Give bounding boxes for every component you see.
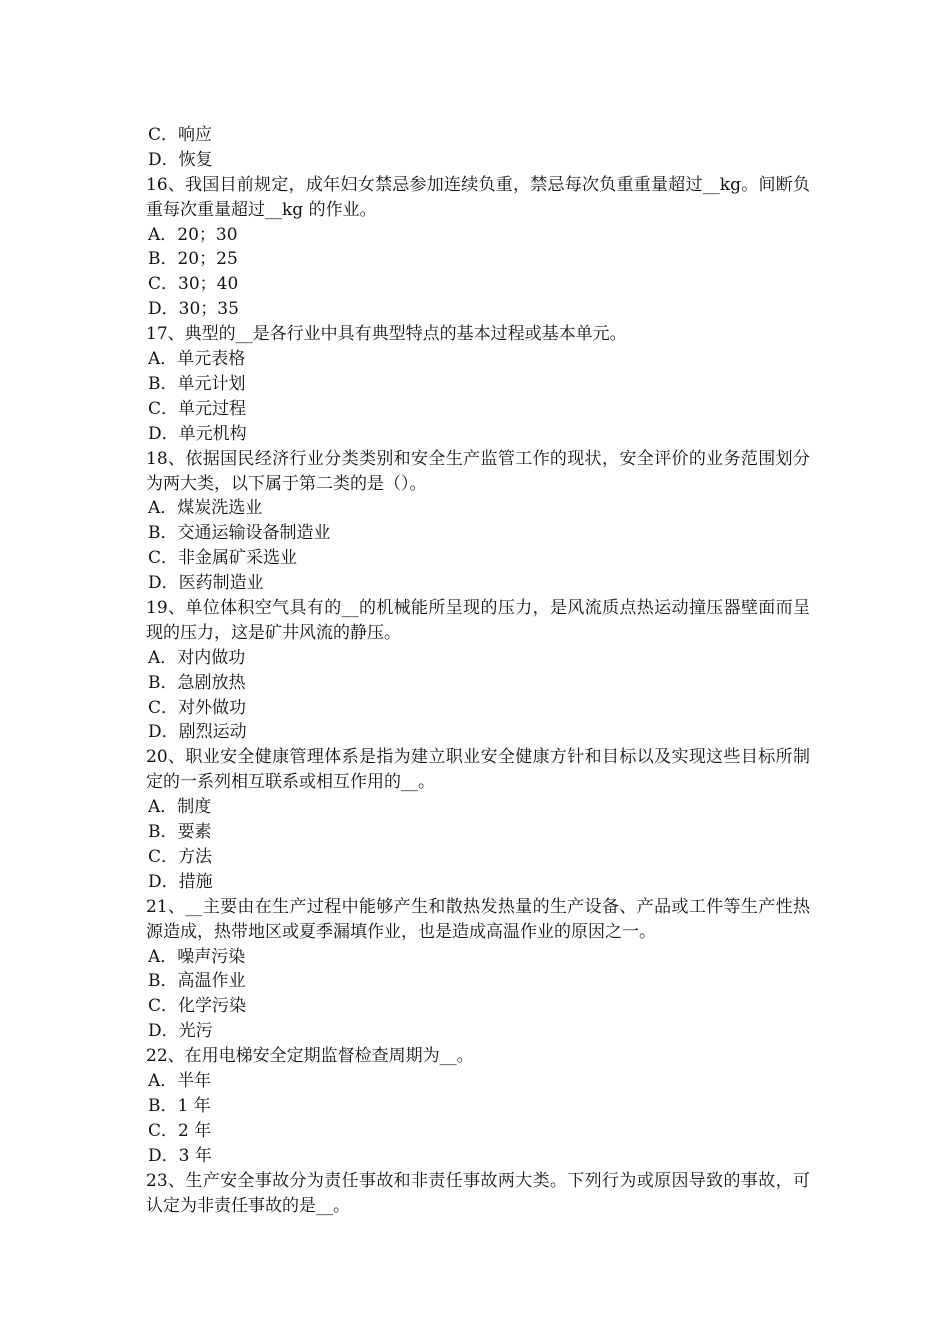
option-a-q20: A．制度 (148, 797, 212, 818)
option-c-q15: C．响应 (148, 125, 213, 145)
option-b-q21: B．高温作业 (148, 971, 246, 992)
option-b-q20: B．要素 (148, 822, 212, 843)
option-d-q20: D．措施 (148, 871, 213, 892)
exam-content (146, 123, 810, 1218)
option-c-q19: C．对外做功 (148, 697, 247, 718)
option-c-q18: C．非金属矿采选业 (148, 548, 298, 569)
option-c-q20: C．方法 (148, 846, 213, 867)
option-b-q19: B．急剧放热 (148, 672, 246, 693)
question-21: 21、__主要由在生产过程中能够产生和散热发热量的生产设备、产品或工件等生产性热源造成，热带地区或夏季漏填作业，也是造成高温作业的原因之一。 (146, 896, 810, 942)
option-b-q18: B．交通运输设备制造业 (148, 523, 331, 544)
option-a-q21: A．噪声污染 (148, 946, 246, 967)
option-a-q19: A．对内做功 (148, 647, 246, 668)
option-d-q19: D．剧烈运动 (148, 722, 247, 743)
question-18: 18、依据国民经济行业分类类别和安全生产监管工作的现状，安全评价的业务范围划分为两大类，以下属于第二类的是（）。 (146, 448, 810, 494)
option-a-q16: A．20；30 (148, 224, 238, 245)
question-19: 19、单位体积空气具有的__的机械能所呈现的压力，是风流质点热运动撞压器壁面而呈现的压力，这是矿井风流的静压。 (146, 598, 810, 643)
option-d-q16: D．30；35 (148, 299, 239, 320)
question-22: 22、在用电梯安全定期监督检查周期为__。 (146, 1046, 474, 1067)
option-d-q21: D．光污 (148, 1021, 213, 1042)
option-a-q18: A．煤炭洗选业 (148, 498, 263, 519)
option-c-q22: C．2 年 (148, 1120, 212, 1141)
option-a-q22: A．半年 (148, 1071, 212, 1092)
option-c-q16: C．30；40 (148, 274, 239, 295)
question-17: 17、典型的__是各行业中具有典型特点的基本过程或基本单元。 (146, 324, 627, 345)
option-d-q17: D．单元机构 (148, 423, 247, 444)
option-d-q15: D．恢复 (148, 149, 213, 170)
option-d-q22: D．3 年 (148, 1145, 212, 1166)
option-d-q18: D．医药制造业 (148, 573, 264, 594)
option-a-q17: A．单元表格 (148, 349, 246, 370)
option-c-q17: C．单元过程 (148, 398, 247, 419)
option-c-q21: C．化学污染 (148, 996, 247, 1017)
question-20: 20、职业安全健康管理体系是指为建立职业安全健康方针和目标以及实现这些目标所制定的一系列相互联系或相互作用的__。 (146, 747, 810, 793)
question-16: 16、我国目前规定，成年妇女禁忌参加连续负重，禁忌每次负重重量超过__kg。间断负重每次重量超过__kg 的作业。 (146, 174, 810, 220)
option-b-q22: B．1 年 (148, 1095, 211, 1116)
option-b-q17: B．单元计划 (148, 373, 246, 394)
question-23: 23、生产安全事故分为责任事故和非责任事故两大类。下列行为或原因导致的事故，可认定为非责任事故的是__。 (146, 1170, 810, 1216)
option-b-q16: B．20；25 (148, 249, 238, 270)
